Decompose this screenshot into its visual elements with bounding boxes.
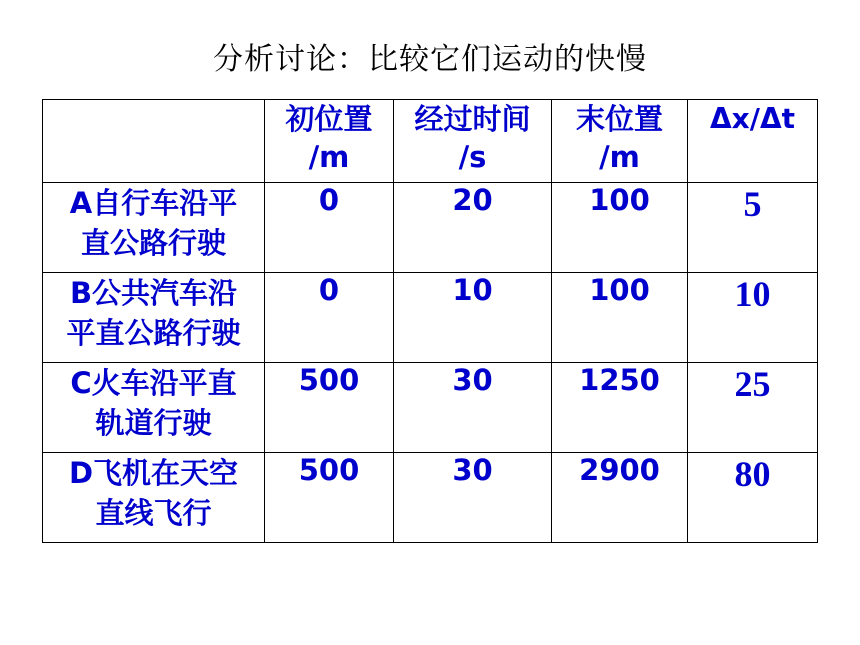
cell-initial-position: 500 (265, 363, 394, 453)
row-label (43, 363, 265, 453)
cell-ratio: 80 (688, 453, 818, 543)
cell-final-position: 2900 (552, 453, 688, 543)
row-label (43, 273, 265, 363)
header-row (43, 100, 818, 183)
header-initial-position-label: 初位置 (285, 102, 373, 136)
header-elapsed-time-unit: /s (458, 140, 487, 174)
row-label-line2: 轨道行驶 (95, 406, 212, 440)
cell-elapsed-time: 10 (394, 273, 552, 363)
cell-elapsed-time: 30 (394, 363, 552, 453)
page-title: 分析讨论：比较它们运动的快慢 (213, 42, 647, 77)
cell-final-position: 100 (552, 183, 688, 273)
cell-initial-position: 500 (265, 453, 394, 543)
cell-elapsed-time: 20 (394, 183, 552, 273)
row-label-line2: 直公路行驶 (80, 226, 226, 260)
comparison-table (42, 99, 818, 543)
header-initial-position-unit: /m (308, 140, 350, 174)
table-row (43, 183, 818, 273)
cell-final-position: 1250 (552, 363, 688, 453)
cell-ratio: 25 (688, 363, 818, 453)
row-label-line2: 直线飞行 (95, 496, 212, 530)
table-row (43, 453, 818, 543)
row-label-line1: A自行车沿平 (69, 186, 238, 220)
cell-initial-position: 0 (265, 183, 394, 273)
header-final-position (552, 100, 688, 183)
row-label-line1: D飞机在天空 (68, 456, 239, 490)
header-ratio: Δx/Δt (688, 100, 818, 183)
row-label-line2: 平直公路行驶 (66, 316, 241, 350)
cell-ratio: 10 (688, 273, 818, 363)
cell-ratio: 5 (688, 183, 818, 273)
row-label-line1: C火车沿平直 (70, 366, 237, 400)
header-empty (43, 100, 265, 183)
cell-elapsed-time: 30 (394, 453, 552, 543)
table-row (43, 363, 818, 453)
header-final-position-unit: /m (599, 140, 640, 174)
header-initial-position (265, 100, 394, 183)
row-label (43, 453, 265, 543)
row-label (43, 183, 265, 273)
header-elapsed-time (394, 100, 552, 183)
cell-initial-position: 0 (265, 273, 394, 363)
header-final-position-label: 末位置 (575, 102, 663, 136)
header-elapsed-time-label: 经过时间 (414, 102, 531, 136)
cell-final-position: 100 (552, 273, 688, 363)
table-row (43, 273, 818, 363)
row-label-line1: B公共汽车沿 (69, 276, 238, 310)
